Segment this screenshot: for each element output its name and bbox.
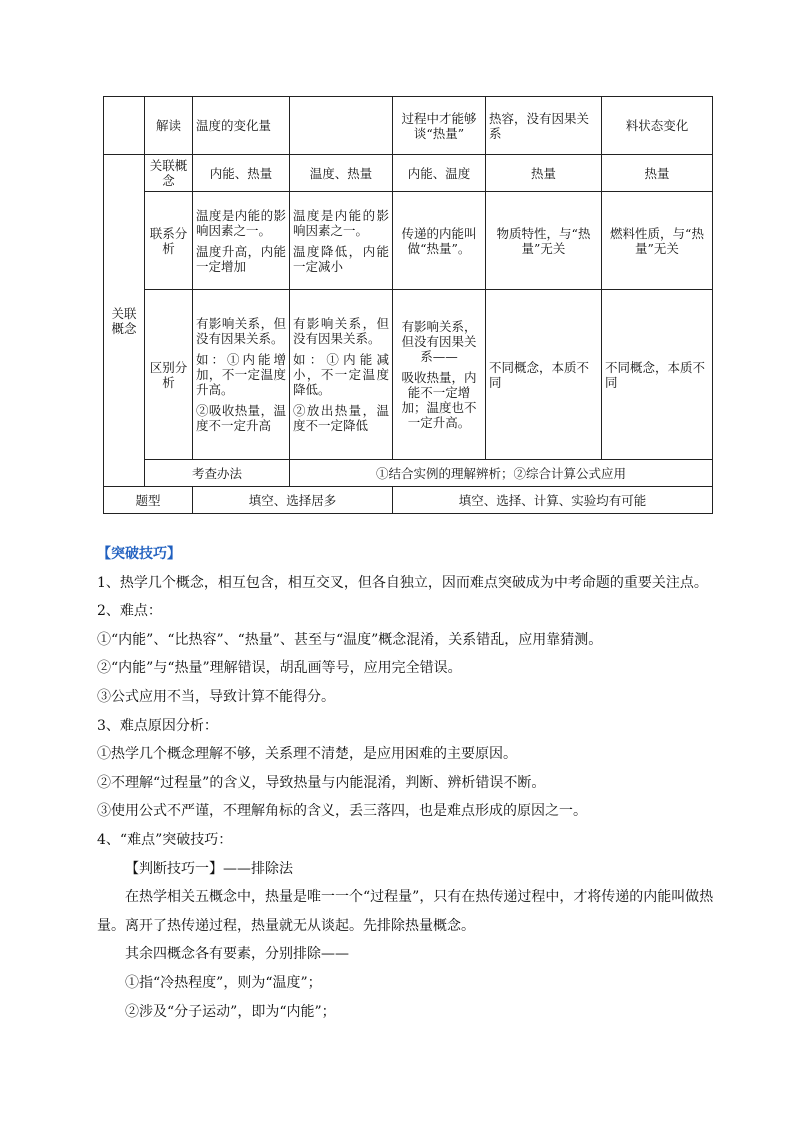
table-cell: 热容，没有因果关系 bbox=[486, 97, 602, 155]
paragraph: 3、难点原因分析： bbox=[97, 717, 218, 734]
table-row bbox=[104, 97, 713, 155]
table-cell: 热量 bbox=[602, 155, 713, 192]
paragraph: ①指“冷热程度”，则为“温度”； bbox=[125, 974, 322, 991]
cell-text: 如：①内能减小，不一定温度降低。 bbox=[293, 352, 389, 397]
table-row bbox=[104, 290, 713, 460]
row-label-method: 考查办法 bbox=[145, 460, 290, 487]
table-cell bbox=[104, 97, 145, 155]
paragraph: 4、“难点”突破技巧： bbox=[97, 831, 233, 848]
table-row bbox=[104, 487, 713, 514]
article-body bbox=[97, 540, 717, 1026]
table-cell: 温度、热量 bbox=[290, 155, 393, 192]
table-cell: 燃料性质，与“热量”无关 bbox=[602, 192, 713, 290]
table-cell: 内能、温度 bbox=[393, 155, 486, 192]
cell-text: 有影响关系，但没有因果关系—— bbox=[401, 319, 477, 364]
table-cell: 填空、选择、计算、实验均有可能 bbox=[393, 487, 713, 514]
paragraph: ①“内能”、“比热容”、“热量”、甚至与“温度”概念混淆，关系错乱，应用靠猜测。 bbox=[97, 631, 603, 648]
paragraph: 2、难点： bbox=[97, 603, 162, 620]
row-label-related: 关联概念 bbox=[145, 155, 193, 192]
table-cell: 过程中才能够谈“热量” bbox=[393, 97, 486, 155]
table-row bbox=[104, 192, 713, 290]
table-cell: 填空、选择居多 bbox=[193, 487, 393, 514]
group-label-related-concepts: 关联概念 bbox=[104, 155, 145, 487]
paragraph: 其余四概念各有要素，分别排除—— bbox=[125, 946, 349, 963]
table-cell: 不同概念，本质不同 bbox=[602, 290, 713, 460]
paragraph: ③使用公式不严谨，不理解角标的含义，丢三落四，也是难点形成的原因之一。 bbox=[97, 803, 587, 820]
cell-text: 温度降低，内能一定减小 bbox=[293, 243, 389, 274]
row-label-link: 联系分析 bbox=[145, 192, 193, 290]
table-cell: 内能、热量 bbox=[193, 155, 290, 192]
cell-text: ②吸收热量，温度不一定升高 bbox=[196, 403, 286, 433]
concept-comparison-table bbox=[103, 96, 713, 514]
paragraph: 在热学相关五概念中，热量是唯一一个“过程量”，只有在热传递过程中，才将传递的内能叫做热量。离开了热传递过程，热量就无从谈起。先排除热量概念。 bbox=[97, 889, 714, 934]
subheading: 【判断技巧一】——排除法 bbox=[125, 860, 293, 877]
table-cell: 温度的变化量 bbox=[193, 97, 290, 155]
table-cell bbox=[393, 290, 486, 460]
table-cell: 热量 bbox=[486, 155, 602, 192]
row-label-type: 题型 bbox=[104, 487, 193, 514]
cell-text: 温度升高，内能一定增加 bbox=[196, 243, 286, 274]
paragraph: ②不理解“过程量”的含义，导致热量与内能混淆，判断、辨析错误不断。 bbox=[97, 774, 546, 791]
paragraph: ②涉及“分子运动”，即为“内能”； bbox=[125, 1003, 336, 1020]
paragraph: ①热学几个概念理解不够，关系理不清楚，是应用困难的主要原因。 bbox=[97, 746, 517, 763]
cell-text: 吸收热量，内能不一定增加；温度也不一定升高。 bbox=[401, 370, 477, 430]
table-cell: 传递的内能叫做“热量”。 bbox=[393, 192, 486, 290]
paragraph: ③公式应用不当，导致计算不能得分。 bbox=[97, 688, 335, 705]
row-label-interpret: 解读 bbox=[145, 97, 193, 155]
paragraph: 1、热学几个概念，相互包含，相互交叉，但各自独立，因而难点突破成为中考命题的重要关注点。 bbox=[97, 574, 708, 591]
table-row bbox=[104, 460, 713, 487]
cell-text: 有影响关系，但没有因果关系。 bbox=[196, 316, 286, 346]
table-cell: 物质特性，与“热量”无关 bbox=[486, 192, 602, 290]
section-heading: 【突破技巧】 bbox=[97, 546, 181, 562]
table-cell bbox=[290, 97, 393, 155]
paragraph: ②“内能”与“热量”理解错误，胡乱画等号，应用完全错误。 bbox=[97, 660, 462, 677]
table-cell bbox=[193, 192, 290, 290]
cell-text: ②放出热量，温度不一定降低 bbox=[293, 403, 389, 433]
cell-text: 如：①内能增加，不一定温度升高。 bbox=[196, 352, 286, 397]
cell-text: 温度是内能的影响因素之一。 bbox=[293, 207, 389, 238]
table-row bbox=[104, 155, 713, 192]
table-cell: 料状态变化 bbox=[602, 97, 713, 155]
table-cell: 不同概念，本质不同 bbox=[486, 290, 602, 460]
cell-text: 温度是内能的影响因素之一。 bbox=[196, 207, 286, 238]
table-cell bbox=[290, 290, 393, 460]
table-cell bbox=[193, 290, 290, 460]
cell-text: 有影响关系，但没有因果关系。 bbox=[293, 316, 389, 346]
table-cell: ①结合实例的理解辨析；②综合计算公式应用 bbox=[290, 460, 713, 487]
table-cell bbox=[290, 192, 393, 290]
row-label-diff: 区别分析 bbox=[145, 290, 193, 460]
